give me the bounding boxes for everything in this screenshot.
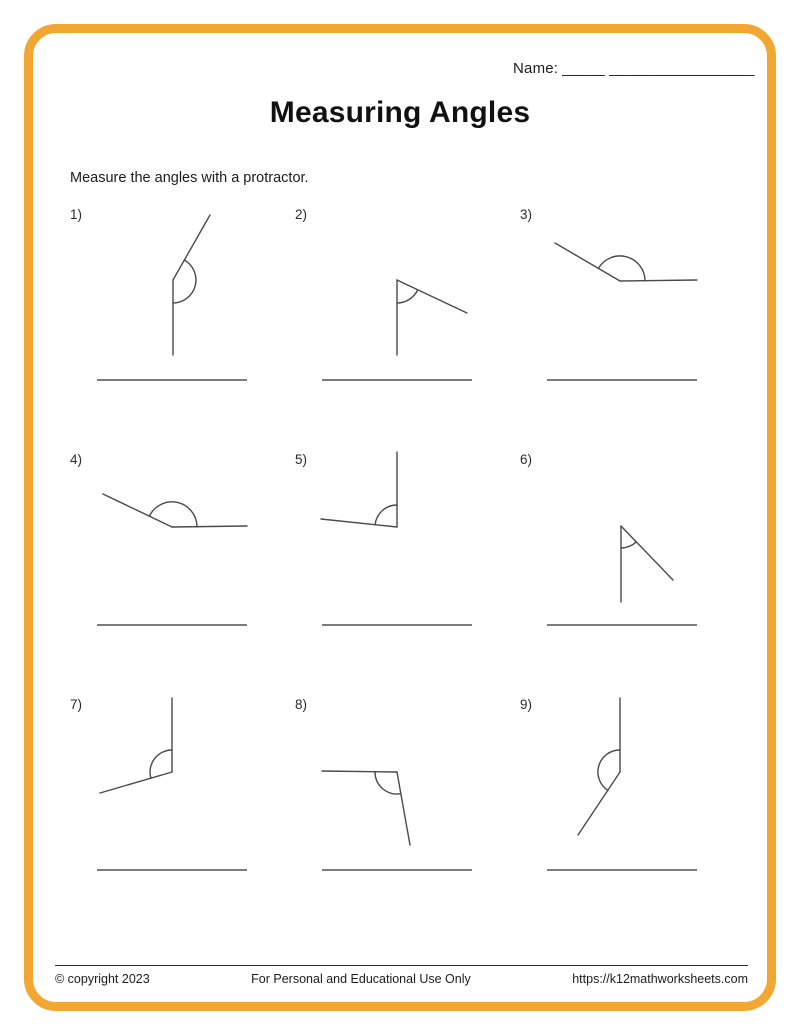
usage-text: For Personal and Educational Use Only bbox=[251, 972, 471, 986]
angle-ray-line bbox=[322, 771, 397, 772]
problem-number: 9) bbox=[520, 697, 533, 712]
problem-number: 8) bbox=[295, 697, 308, 712]
angle-arc bbox=[149, 502, 197, 527]
name-blank-line[interactable]: _____ _________________ bbox=[562, 60, 755, 77]
problem-1 bbox=[60, 200, 285, 445]
angle-ray-line bbox=[397, 772, 410, 845]
answer-line[interactable] bbox=[322, 379, 472, 381]
angle-arc bbox=[397, 290, 418, 303]
problem-number: 3) bbox=[520, 207, 533, 222]
angle-arc bbox=[150, 750, 172, 778]
angle-ray-line bbox=[100, 772, 172, 793]
angle-figure bbox=[60, 445, 285, 690]
angle-figure bbox=[510, 690, 735, 935]
angle-ray-line bbox=[321, 519, 397, 527]
angle-ray-line bbox=[103, 494, 172, 527]
footer-divider bbox=[55, 965, 748, 966]
problem-2 bbox=[285, 200, 510, 445]
angle-figure bbox=[510, 200, 735, 445]
angle-ray-line bbox=[621, 526, 673, 580]
problem-number: 6) bbox=[520, 452, 533, 467]
angle-arc bbox=[173, 260, 196, 303]
problem-9 bbox=[510, 690, 735, 935]
problem-number: 1) bbox=[70, 207, 83, 222]
angle-arc bbox=[598, 750, 620, 791]
answer-line[interactable] bbox=[97, 869, 247, 871]
answer-line[interactable] bbox=[547, 869, 697, 871]
instruction-text: Measure the angles with a protractor. bbox=[70, 170, 309, 186]
angle-ray-line bbox=[173, 215, 210, 280]
angle-arc bbox=[375, 505, 397, 525]
copyright-text: © copyright 2023 bbox=[55, 972, 150, 986]
angle-ray-line bbox=[172, 526, 247, 527]
problem-8 bbox=[285, 690, 510, 935]
name-label: Name: bbox=[513, 60, 559, 77]
answer-line[interactable] bbox=[97, 624, 247, 626]
angle-figure bbox=[60, 200, 285, 445]
angle-figure bbox=[285, 200, 510, 445]
answer-line[interactable] bbox=[547, 379, 697, 381]
angle-ray-line bbox=[578, 772, 620, 835]
problem-5 bbox=[285, 445, 510, 690]
answer-line[interactable] bbox=[547, 624, 697, 626]
problem-number: 7) bbox=[70, 697, 83, 712]
problem-4 bbox=[60, 445, 285, 690]
angle-figure bbox=[285, 445, 510, 690]
footer bbox=[55, 972, 748, 986]
angle-figure bbox=[60, 690, 285, 935]
problem-number: 5) bbox=[295, 452, 308, 467]
angle-ray-line bbox=[620, 280, 697, 281]
answer-line[interactable] bbox=[322, 624, 472, 626]
angle-arc bbox=[621, 542, 636, 548]
problem-7 bbox=[60, 690, 285, 935]
angle-figure bbox=[510, 445, 735, 690]
answer-line[interactable] bbox=[322, 869, 472, 871]
problem-number: 2) bbox=[295, 207, 308, 222]
problem-6 bbox=[510, 445, 735, 690]
answer-line[interactable] bbox=[97, 379, 247, 381]
problem-3 bbox=[510, 200, 735, 445]
problem-number: 4) bbox=[70, 452, 83, 467]
website-link[interactable]: https://k12mathworksheets.com bbox=[572, 972, 748, 986]
page-title: Measuring Angles bbox=[269, 96, 531, 129]
angle-figure bbox=[285, 690, 510, 935]
angle-ray-line bbox=[555, 243, 620, 281]
angle-arc bbox=[598, 256, 645, 281]
angle-ray-line bbox=[397, 280, 467, 313]
name-row bbox=[513, 60, 755, 77]
